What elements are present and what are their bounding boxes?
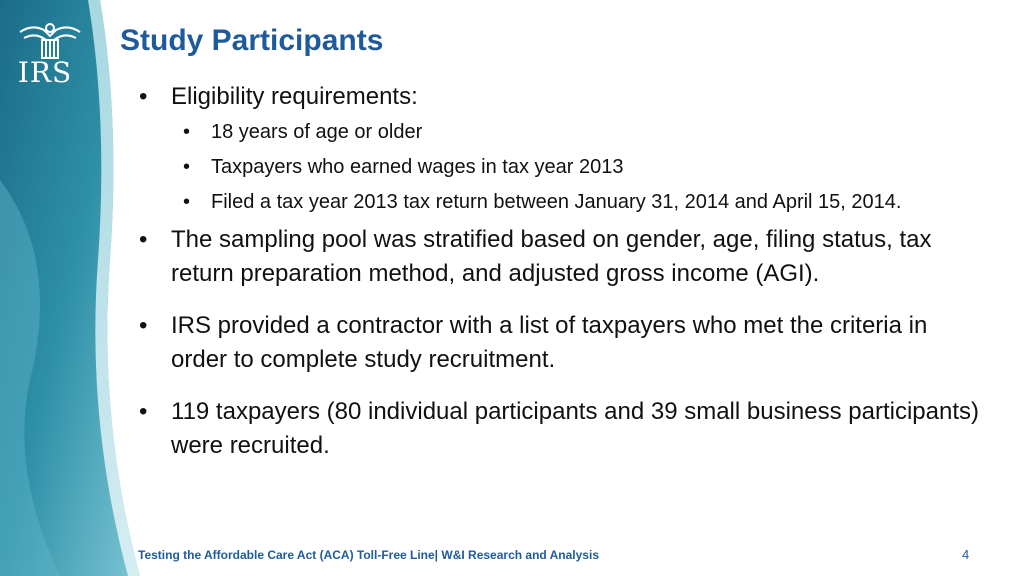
page-number: 4: [962, 547, 970, 562]
bullet-eligibility: • Eligibility requirements:: [135, 80, 985, 114]
slide-title: Study Participants: [120, 24, 384, 57]
bullet-recruited: • 119 taxpayers (80 individual participants and 39 small business participants) were recruited.: [135, 395, 985, 463]
irs-logo-text: IRS: [17, 56, 73, 89]
bullet-sampling: • The sampling pool was stratified based on gender, age, filing status, tax return preparation method, and adjusted gross income (AGI).: [135, 223, 985, 291]
bullet-contractor: • IRS provided a contractor with a list of taxpayers who met the criteria in order to complete study recruitment.: [135, 309, 985, 377]
sub-bullet-filed: • Filed a tax year 2013 tax return between January 31, 2014 and April 15, 2014.: [135, 188, 985, 217]
sub-bullet-wages: • Taxpayers who earned wages in tax year 2013: [135, 153, 985, 182]
footer-text: Testing the Affordable Care Act (ACA) Toll-Free Line| W&I Research and Analysis: [138, 548, 599, 562]
sub-bullet-age: • 18 years of age or older: [135, 118, 985, 147]
slide-content: [135, 80, 985, 463]
